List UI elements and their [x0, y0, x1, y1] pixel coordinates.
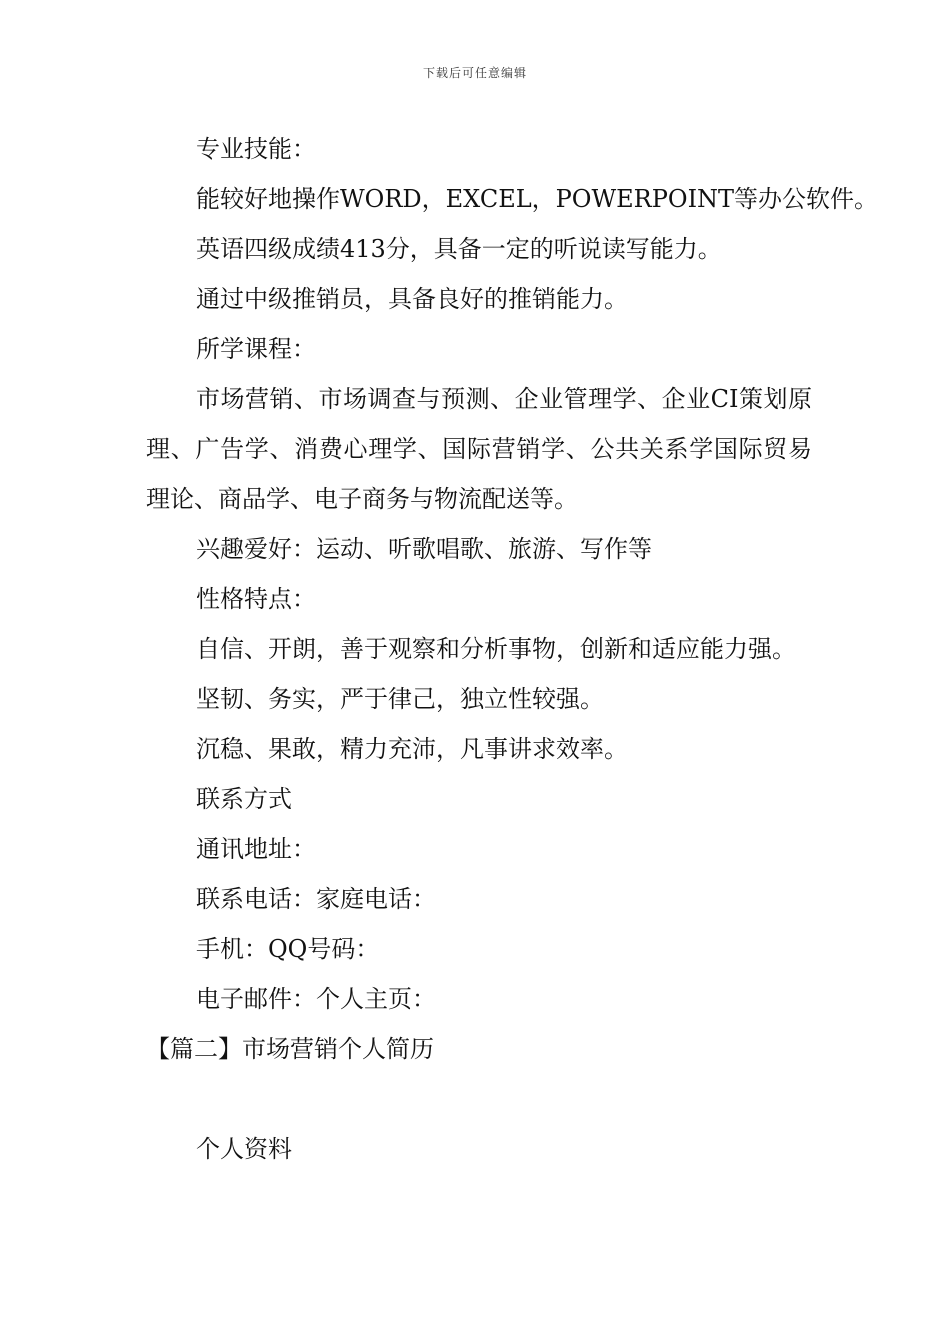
text-line: 能较好地操作WORD，EXCEL，POWERPOINT等办公软件。: [196, 185, 879, 213]
heading-skills: 专业技能：: [196, 135, 316, 163]
text-line: 坚韧、务实，严于律己，独立性较强。: [196, 685, 604, 713]
address-line: 通讯地址：: [196, 835, 316, 863]
section-title: 【篇二】市场营销个人简历: [146, 1035, 434, 1063]
blank-gap: [146, 1074, 812, 1124]
text-line: 沉稳、果敢，精力充沛，凡事讲求效率。: [196, 735, 628, 763]
text-line: 英语四级成绩413分，具备一定的听说读写能力。: [196, 235, 722, 263]
heading-contact: 联系方式: [196, 785, 292, 813]
heading-profile: 个人资料: [196, 1135, 292, 1163]
text-line: 通过中级推销员，具备良好的推销能力。: [196, 285, 628, 313]
heading-personality: 性格特点：: [196, 585, 316, 613]
document-body: [146, 124, 879, 1174]
hobbies-line: 兴趣爱好：运动、听歌唱歌、旅游、写作等: [196, 535, 652, 563]
page-header: 下载后可任意编辑: [422, 66, 527, 80]
courses-paragraph: 市场营销、市场调查与预测、企业管理学、企业CI策划原理、广告学、消费心理学、国际营销学、公共关系学国际贸易理论、商品学、电子商务与物流配送等。: [146, 385, 812, 513]
personality-paragraph: 自信、开朗，善于观察和分析事物，创新和适应能力强。: [196, 635, 796, 663]
email-line: 电子邮件：个人主页：: [196, 985, 436, 1013]
mobile-line: 手机：QQ号码：: [196, 935, 380, 963]
heading-courses: 所学课程：: [196, 335, 316, 363]
phone-line: 联系电话：家庭电话：: [196, 885, 436, 913]
